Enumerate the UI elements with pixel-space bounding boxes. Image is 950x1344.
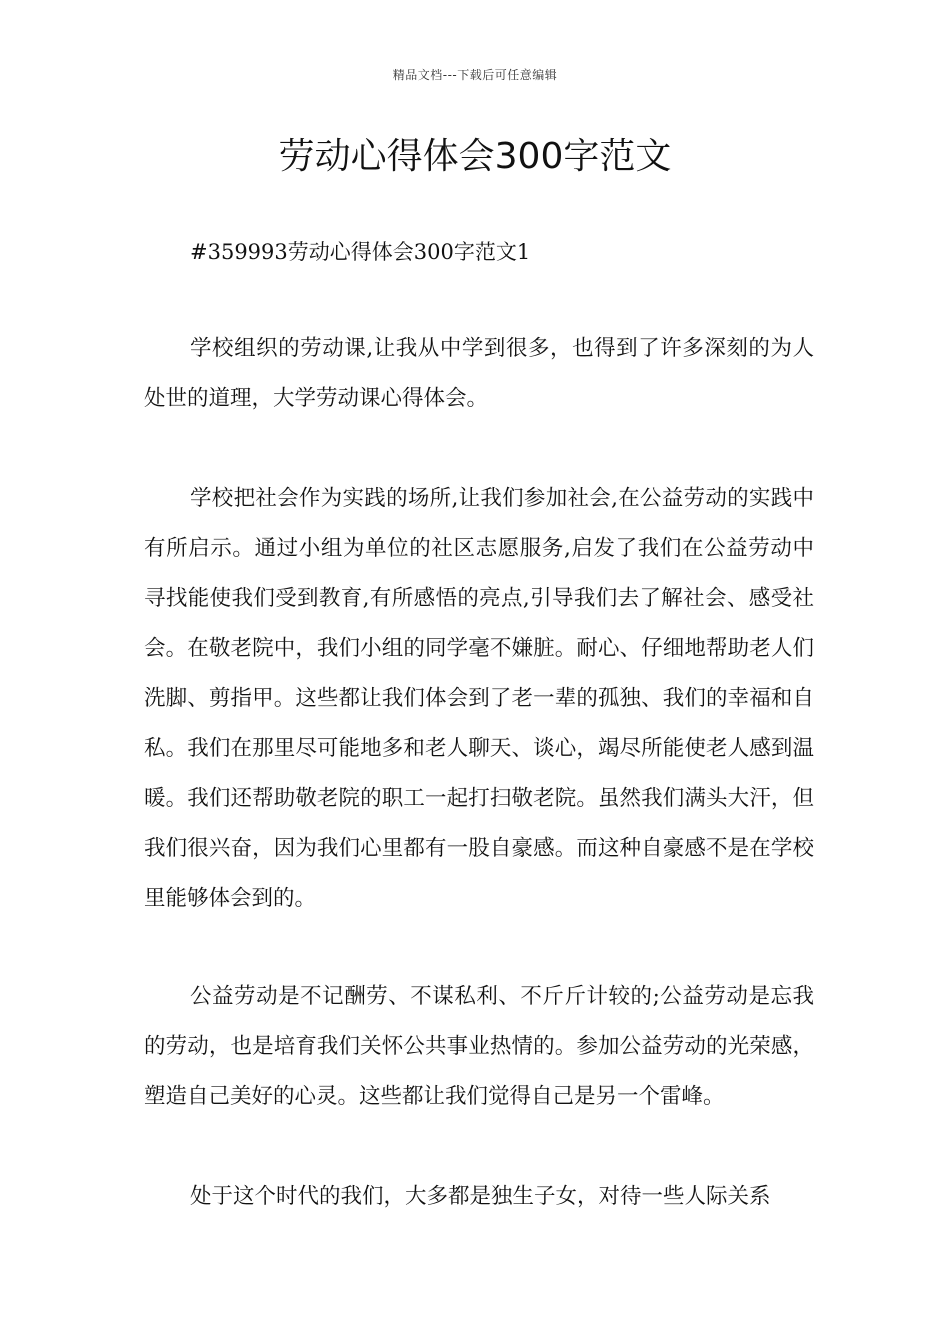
paragraph-1: 学校组织的劳动课,让我从中学到很多，也得到了许多深刻的为人处世的道理，大学劳动课心得体会。 <box>144 336 814 411</box>
document-title: 劳动心得体会300字范文 <box>278 136 672 177</box>
paragraph-2: 学校把社会作为实践的场所,让我们参加社会,在公益劳动的实践中有所启示。通过小组为单位的社区志愿服务,启发了我们在公益劳动中寻找能使我们受到教育,有所感悟的亮点,引导我们去了解社会、感受社会。在敬老院中，我们小组的同学毫不嫌脏。耐心、仔细地帮助老人们洗脚、剪指甲。这些都让我们体会到了老一辈的孤独、我们的幸福和自私。我们在那里尽可能地多和老人聊天、谈心，竭尽所能使老人感到温暖。我们还帮助敬老院的职工一起打扫敬老院。虽然我们满头大汗，但我们很兴奋，因为我们心里都有一股自豪感。而这种自豪感不是在学校里能够体会到的。 <box>144 486 814 911</box>
paragraph-3: 公益劳动是不记酬劳、不谋私利、不斤斤计较的;公益劳动是忘我的劳动，也是培育我们关怀公共事业热情的。参加公益劳动的光荣感，塑造自己美好的心灵。这些都让我们觉得自己是另一个雷峰。 <box>144 984 814 1109</box>
section-subheading: #359993劳动心得体会300字范文1 <box>190 240 531 264</box>
paragraph-4: 处于这个时代的我们，大多都是独生子女，对待一些人际关系 <box>190 1184 771 1209</box>
header-note: 精品文档---下载后可任意编辑 <box>392 68 558 82</box>
